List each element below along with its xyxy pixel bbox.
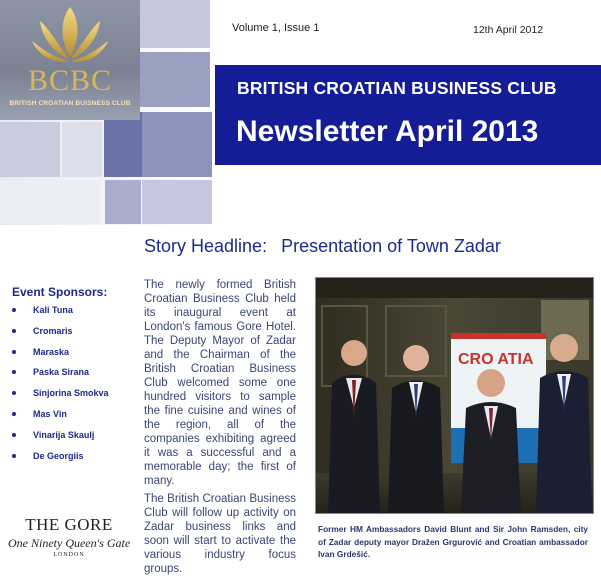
bullet-icon xyxy=(12,308,16,312)
story-headline xyxy=(144,236,501,257)
logo-panel xyxy=(0,0,140,120)
photo-caption: Former HM Ambassadors David Blunt and Sir John Ramsden, city of Zadar deputy mayor Dražen Grgurović and Croatian ambassador Ivan Grdešić. xyxy=(318,524,588,559)
event-photo xyxy=(315,277,594,514)
sponsor-name: Mas Vin xyxy=(33,408,67,419)
publication-date: 12th April 2012 xyxy=(473,24,544,36)
sponsor-list xyxy=(12,305,109,471)
banner-text: CRO ATIA xyxy=(458,351,534,368)
sponsor-name: Paska Sirana xyxy=(33,367,90,378)
gore-location: LONDON xyxy=(53,552,85,558)
bullet-icon xyxy=(12,370,16,374)
headline-label: Story Headline: xyxy=(144,236,268,256)
list-item xyxy=(12,367,109,388)
gore-tagline: One Ninety Queen's Gate xyxy=(8,536,131,550)
event-photo-image xyxy=(316,278,593,513)
newsletter-header xyxy=(0,0,601,225)
lotus-logo-icon xyxy=(30,5,110,67)
header-square xyxy=(0,180,100,224)
club-name: BRITISH CROATIAN BUSINESS CLUB xyxy=(237,78,557,98)
sponsor-name: Vinarija Skaulj xyxy=(33,429,95,440)
bullet-icon xyxy=(12,329,16,333)
list-item xyxy=(12,326,109,347)
story-paragraph: The British Croatian Business Club will follow up activity on Zadar business links and soon will start to activate the various industry focus groups. xyxy=(144,493,296,575)
sponsor-name: Kali Tuna xyxy=(33,305,73,315)
sponsor-name: Maraska xyxy=(33,346,70,357)
list-item xyxy=(12,430,109,451)
header-square xyxy=(142,180,212,224)
story-paragraph: The newly formed British Croatian Business Club held its inaugural event at London's famous Gore Hotel. The Deputy Mayor of Zadar and the Chairman of the British Croatian Business Club welcomed some one hundred visitors to sample the fine cuisine and wines of the region, all of the companies exhibiting agreed it was a successful and a memorable day; the first of many. xyxy=(144,279,296,487)
logo-acronym: BCBC xyxy=(27,64,113,97)
list-item xyxy=(12,347,109,368)
list-item xyxy=(12,305,109,326)
gore-hotel-logo xyxy=(8,515,130,558)
list-item xyxy=(12,388,109,409)
list-item xyxy=(12,409,109,430)
headline-title: Presentation of Town Zadar xyxy=(281,236,501,256)
bullet-icon xyxy=(12,454,16,458)
header-square xyxy=(0,122,60,177)
sponsor-name: Cromaris xyxy=(33,325,73,336)
header-square xyxy=(140,52,210,107)
newsletter-title: Newsletter April 2013 xyxy=(236,115,539,148)
header-square xyxy=(104,112,142,177)
logo-subtitle: BRITISH CROATIAN BUISNESS CLUB xyxy=(9,100,131,107)
gore-name: THE GORE xyxy=(25,515,113,534)
header-square xyxy=(142,112,212,177)
list-item xyxy=(12,451,109,472)
header-square xyxy=(105,180,141,224)
header-square xyxy=(62,122,102,177)
bullet-icon xyxy=(12,391,16,395)
sponsor-name: De Georgiis xyxy=(33,450,84,461)
bullet-icon xyxy=(12,412,16,416)
sponsors-heading: Event Sponsors: xyxy=(12,285,108,299)
header-square xyxy=(210,0,218,48)
bullet-icon xyxy=(12,350,16,354)
issue-label: Volume 1, Issue 1 xyxy=(232,22,320,34)
bullet-icon xyxy=(12,433,16,437)
sponsor-name: Sinjorina Smokva xyxy=(33,388,109,399)
header-square xyxy=(140,0,210,48)
